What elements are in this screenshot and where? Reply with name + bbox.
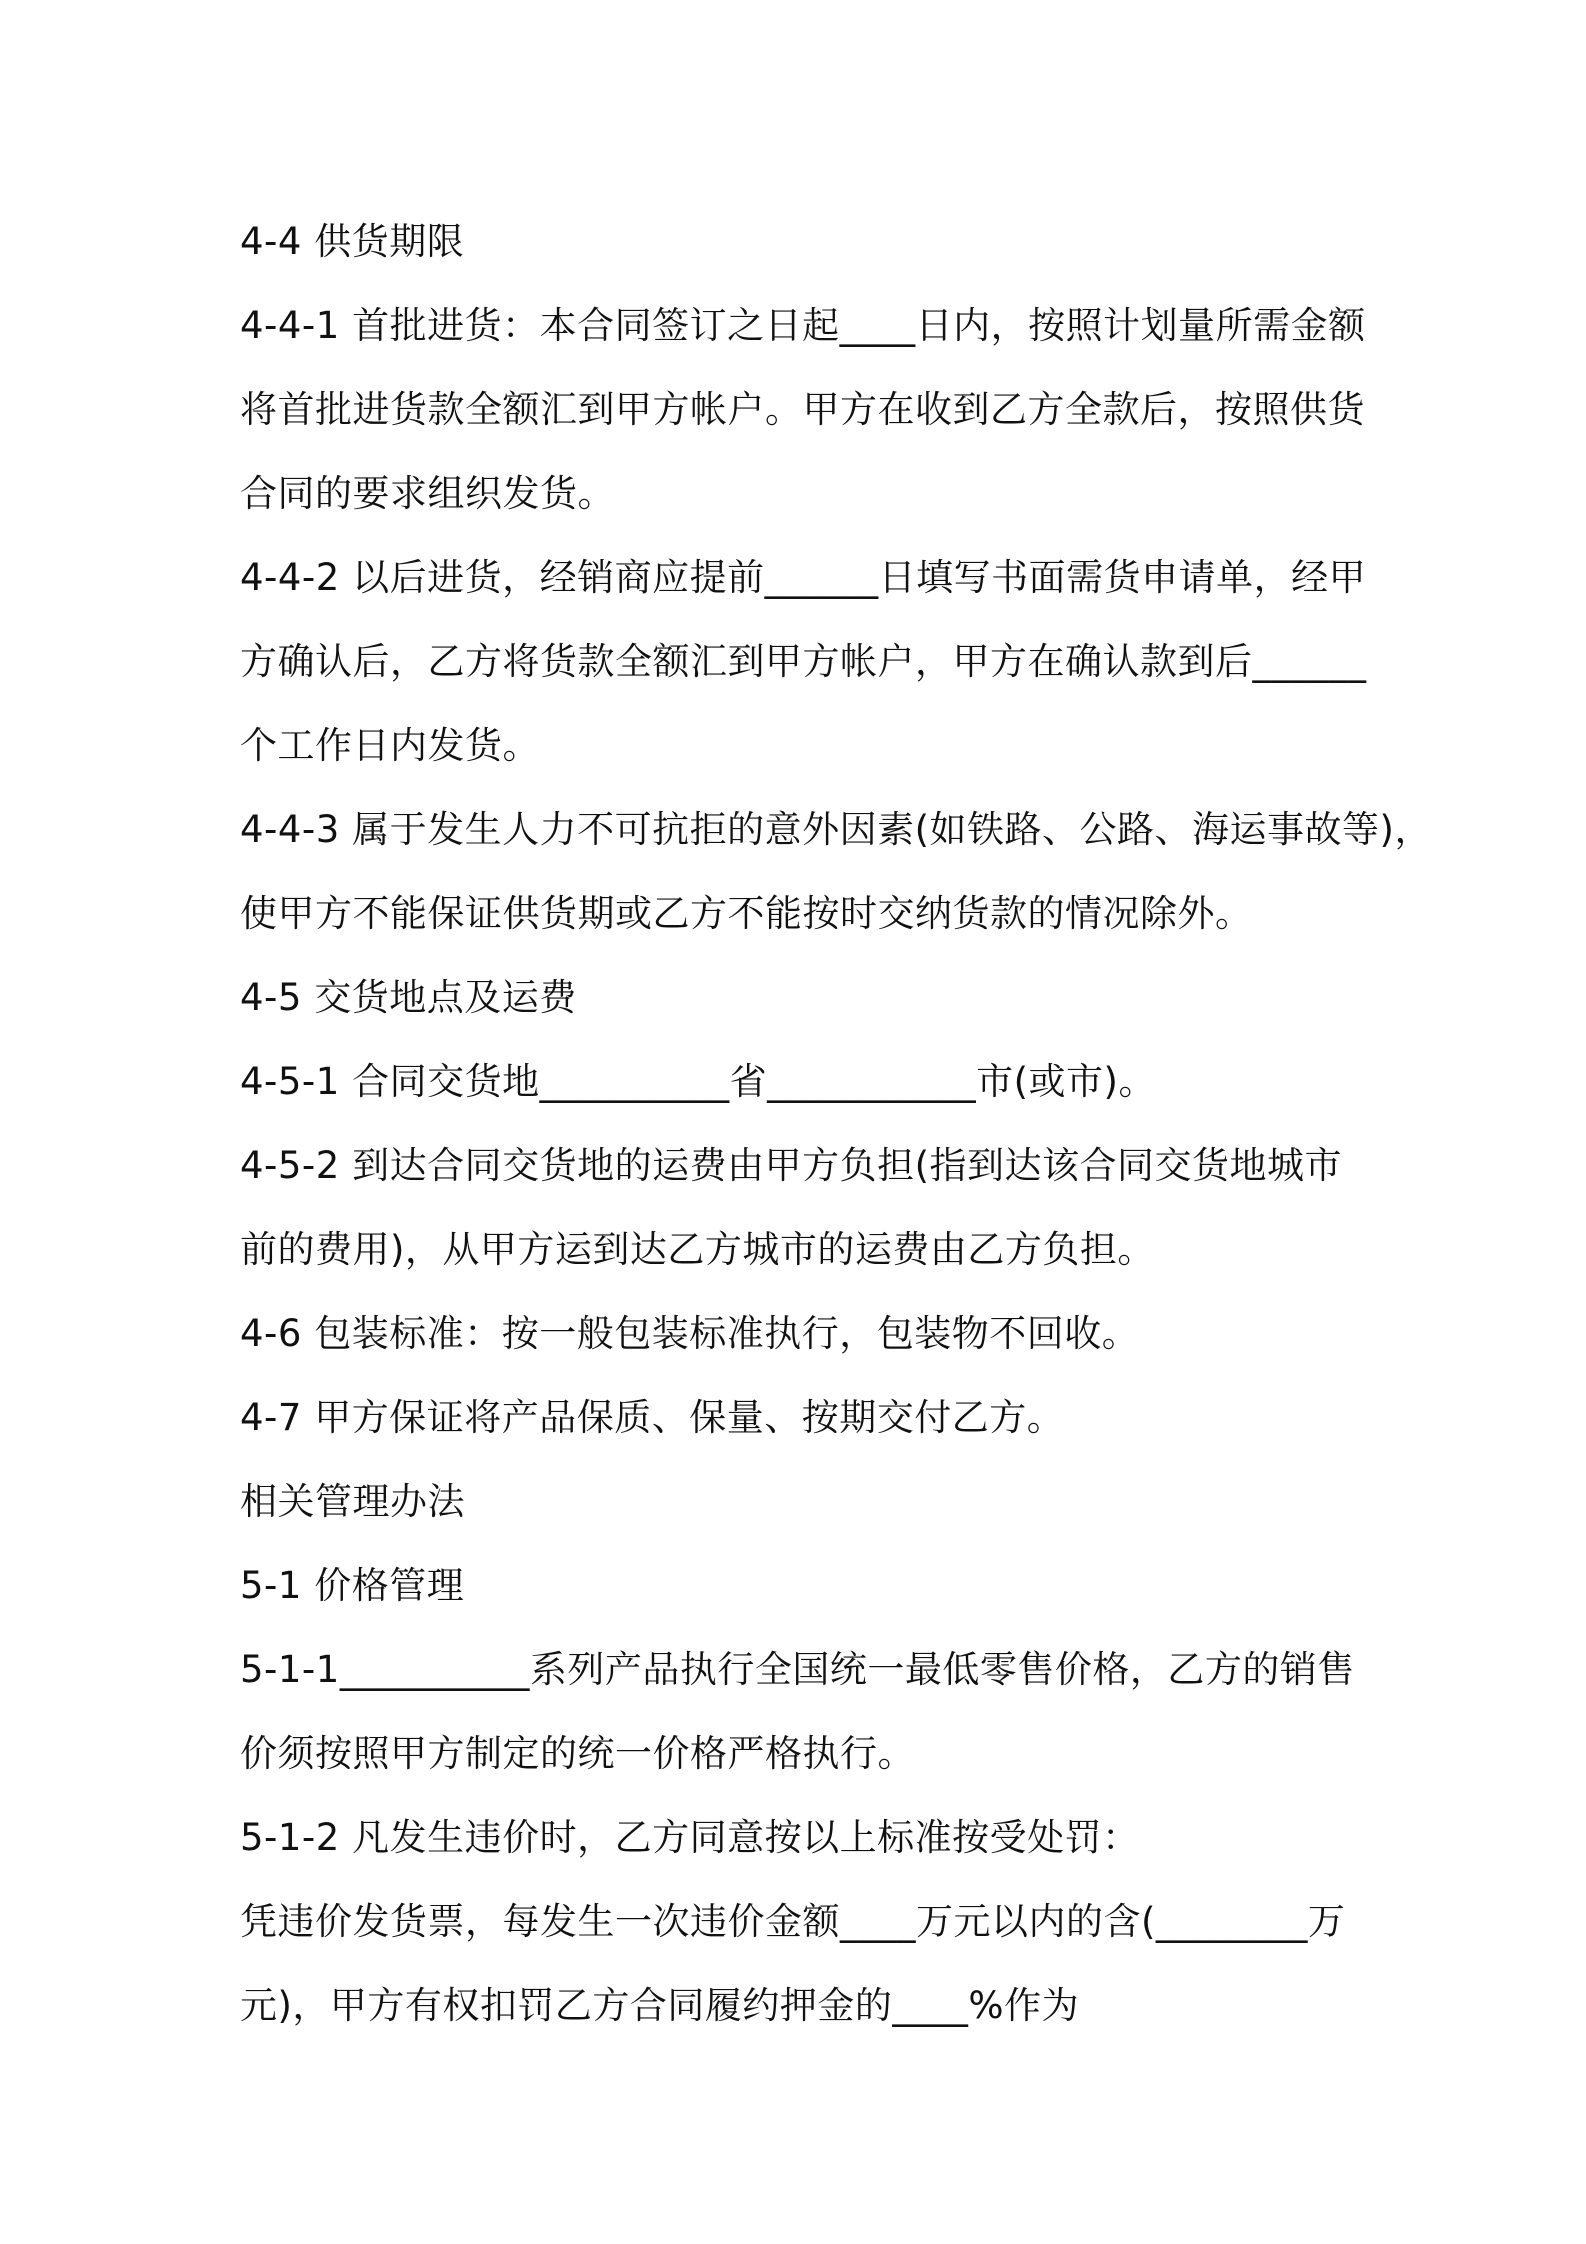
clause-4-5-2-line-1: 4-5-2 到达合同交货地的运费由甲方负担(指到达该合同交货地城市	[240, 1144, 1343, 1187]
clause-5-1-1-line-1: 5-1-1__________系列产品执行全国统一最低零售价格，乙方的销售	[240, 1648, 1355, 1691]
clause-4-4-2-line-3: 个工作日内发货。	[240, 724, 540, 767]
clause-5-1-2: 5-1-2 凡发生违价时，乙方同意按以上标准按受处罚：	[240, 1816, 1140, 1859]
clause-4-4-1-line-3: 合同的要求组织发货。	[240, 472, 615, 515]
section-heading-4-4: 4-4 供货期限	[240, 220, 465, 263]
section-heading-management: 相关管理办法	[240, 1480, 465, 1523]
clause-4-7: 4-7 甲方保证将产品保质、保量、按期交付乙方。	[240, 1396, 1065, 1439]
section-heading-5-1: 5-1 价格管理	[240, 1564, 465, 1607]
clause-4-5-2-line-2: 前的费用)，从甲方运到达乙方城市的运费由乙方负担。	[240, 1228, 1155, 1271]
clause-4-4-3-line-2: 使甲方不能保证供货期或乙方不能按时交纳货款的情况除外。	[240, 892, 1253, 935]
clause-4-4-1-line-2: 将首批进货款全额汇到甲方帐户。甲方在收到乙方全款后，按照供货	[240, 388, 1365, 431]
clause-4-4-2-line-1: 4-4-2 以后进货，经销商应提前______日填写书面需货申请单，经甲	[240, 556, 1367, 599]
clause-4-6: 4-6 包装标准：按一般包装标准执行，包装物不回收。	[240, 1312, 1140, 1355]
penalty-line-2: 元)，甲方有权扣罚乙方合同履约押金的____%作为	[240, 1984, 1080, 2027]
clause-5-1-1-line-2: 价须按照甲方制定的统一价格严格执行。	[240, 1732, 915, 1775]
clause-4-4-2-line-2: 方确认后，乙方将货款全额汇到甲方帐户，甲方在确认款到后______	[240, 640, 1367, 683]
section-heading-4-5: 4-5 交货地点及运费	[240, 976, 577, 1019]
clause-4-4-1-line-1: 4-4-1 首批进货：本合同签订之日起____日内，按照计划量所需金额	[240, 304, 1366, 347]
clause-4-4-3-line-1: 4-4-3 属于发生人力不可抗拒的意外因素(如铁路、公路、海运事故等)，	[240, 808, 1432, 851]
penalty-line-1: 凭违价发货票，每发生一次违价金额____万元以内的含(________万	[240, 1900, 1346, 1943]
clause-4-5-1: 4-5-1 合同交货地__________省___________市(或市)。	[240, 1060, 1156, 1103]
document-body	[240, 200, 1432, 2048]
